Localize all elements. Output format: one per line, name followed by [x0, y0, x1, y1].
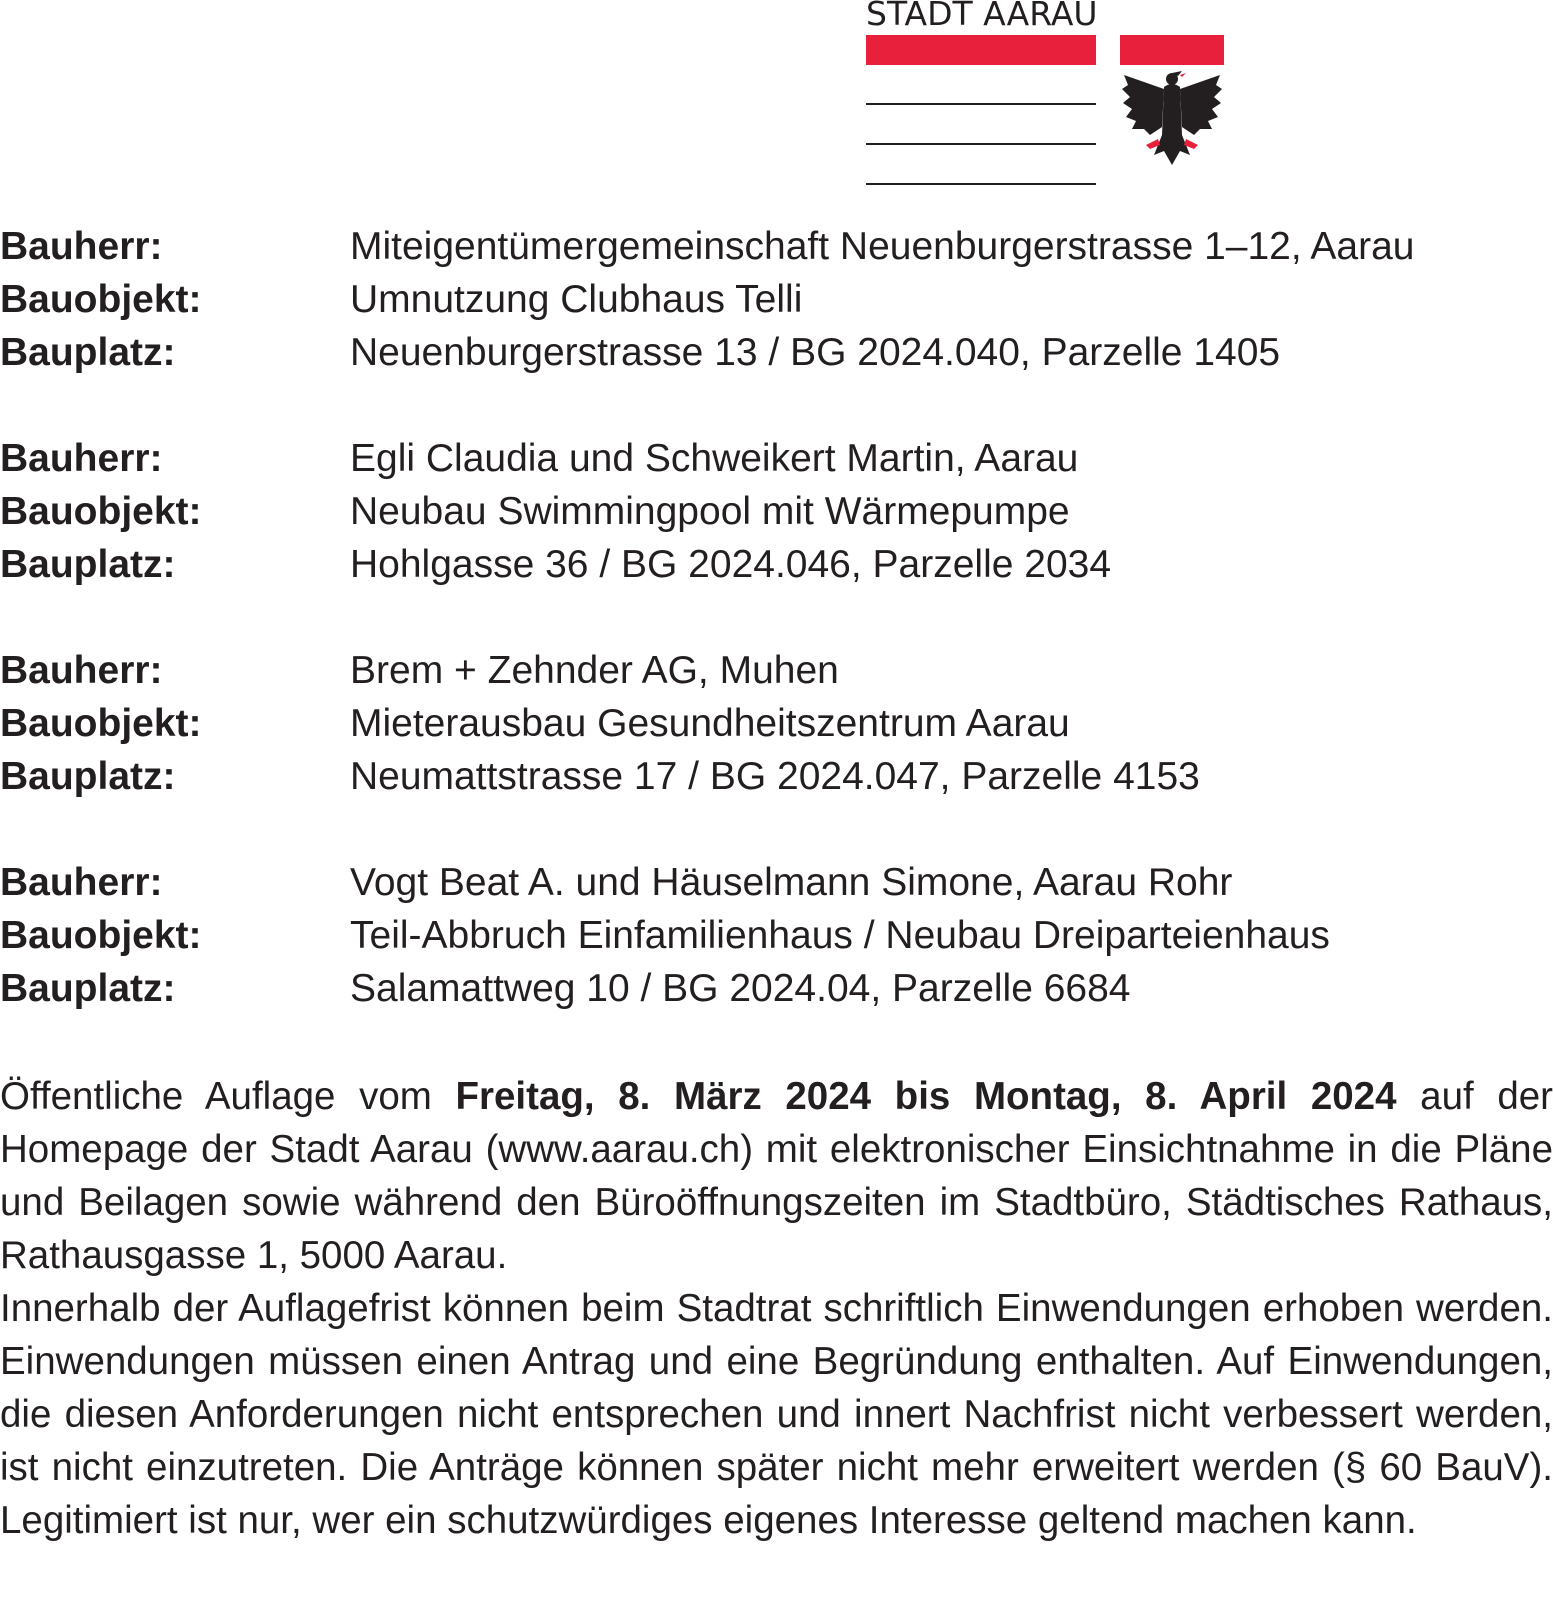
notice-prefix: Öffentliche Auflage vom [0, 1075, 456, 1118]
notice-paragraph-einwendungen: Innerhalb der Auflagefrist können beim Stadtrat schriftlich Einwendungen erhoben werden. Einwendungen müssen einen Antrag und eine Begründung enthalten. Auf Einwendungen, die diesen Anforderungen nicht entsprechen und innert Nachfrist nicht verbessert werden, ist nicht einzutreten. Die Anträge können später nicht mehr erweitert werden (§ 60 BauV). Legitimiert ist nur, wer ein schutzwürdiges eigenes Interesse geltend machen kann. [0, 1287, 1553, 1542]
logo-red-bar [866, 35, 1096, 65]
bauherr-row [0, 220, 1553, 273]
stadt-aarau-logo [866, 0, 1226, 190]
bauobjekt-label: Bauobjekt: [0, 278, 202, 321]
eagle-coat-of-arms-icon [1120, 35, 1224, 180]
bauobjekt-label: Bauobjekt: [0, 490, 202, 533]
notice-dates: Freitag, 8. März 2024 bis Montag, 8. April 2024 [455, 1075, 1397, 1118]
bauobjekt-value: Neubau Swimmingpool mit Wärmepumpe [350, 490, 1070, 533]
bauplatz-row [0, 962, 1553, 1015]
bauplatz-row [0, 326, 1553, 379]
bauplatz-label: Bauplatz: [0, 967, 176, 1010]
bauplatz-label: Bauplatz: [0, 755, 176, 798]
bauplatz-label: Bauplatz: [0, 331, 176, 374]
bauplatz-value: Hohlgasse 36 / BG 2024.046, Parzelle 2034 [350, 543, 1112, 586]
bauobjekt-label: Bauobjekt: [0, 702, 202, 745]
bauherr-row [0, 644, 1553, 697]
bauplatz-row [0, 750, 1553, 803]
notice-details: auf der Homepage der Stadt Aarau (www.aarau.ch) mit elektronischer Einsichtnahme in die Pläne und Beilagen sowie während den Büroöffnungszeiten im Stadtbüro, Städtisches Rathaus, Rathausgasse 1, 5000 Aarau. [0, 1075, 1553, 1277]
bauherr-label: Bauherr: [0, 649, 163, 692]
logo-divider-line [866, 183, 1096, 185]
bauplatz-value: Neuenburgerstrasse 13 / BG 2024.040, Parzelle 1405 [350, 331, 1281, 374]
bauobjekt-row [0, 273, 1553, 326]
bauplatz-value: Salamattweg 10 / BG 2024.04, Parzelle 6684 [350, 967, 1131, 1010]
bauherr-value: Egli Claudia und Schweikert Martin, Aarau [350, 437, 1079, 480]
bauobjekt-value: Teil-Abbruch Einfamilienhaus / Neubau Dreiparteienhaus [350, 914, 1330, 957]
bauherr-value: Vogt Beat A. und Häuselmann Simone, Aarau Rohr [350, 861, 1233, 904]
logo-divider-line [866, 103, 1096, 105]
public-notice [0, 1070, 1553, 1547]
bauherr-label: Bauherr: [0, 861, 163, 904]
logo-divider-line [866, 143, 1096, 145]
notice-paragraph-auflage [0, 1070, 1553, 1282]
bauherr-value: Miteigentümergemeinschaft Neuenburgerstrasse 1–12, Aarau [350, 225, 1415, 268]
bauobjekt-value: Mieterausbau Gesundheitszentrum Aarau [350, 702, 1070, 745]
bauobjekt-value: Umnutzung Clubhaus Telli [350, 278, 803, 321]
application-entry [0, 432, 1553, 591]
bauherr-row [0, 432, 1553, 485]
logo-wordmark: STADT AARAU [866, 0, 1098, 33]
bauplatz-row [0, 538, 1553, 591]
bauobjekt-row [0, 909, 1553, 962]
bauobjekt-label: Bauobjekt: [0, 914, 202, 957]
application-entry [0, 220, 1553, 379]
building-applications-list [0, 220, 1553, 1068]
bauobjekt-row [0, 485, 1553, 538]
application-entry [0, 856, 1553, 1015]
bauplatz-label: Bauplatz: [0, 543, 176, 586]
bauherr-label: Bauherr: [0, 437, 163, 480]
bauherr-label: Bauherr: [0, 225, 163, 268]
bauobjekt-row [0, 697, 1553, 750]
application-entry [0, 644, 1553, 803]
bauherr-value: Brem + Zehnder AG, Muhen [350, 649, 839, 692]
bauherr-row [0, 856, 1553, 909]
bauplatz-value: Neumattstrasse 17 / BG 2024.047, Parzelle 4153 [350, 755, 1200, 798]
